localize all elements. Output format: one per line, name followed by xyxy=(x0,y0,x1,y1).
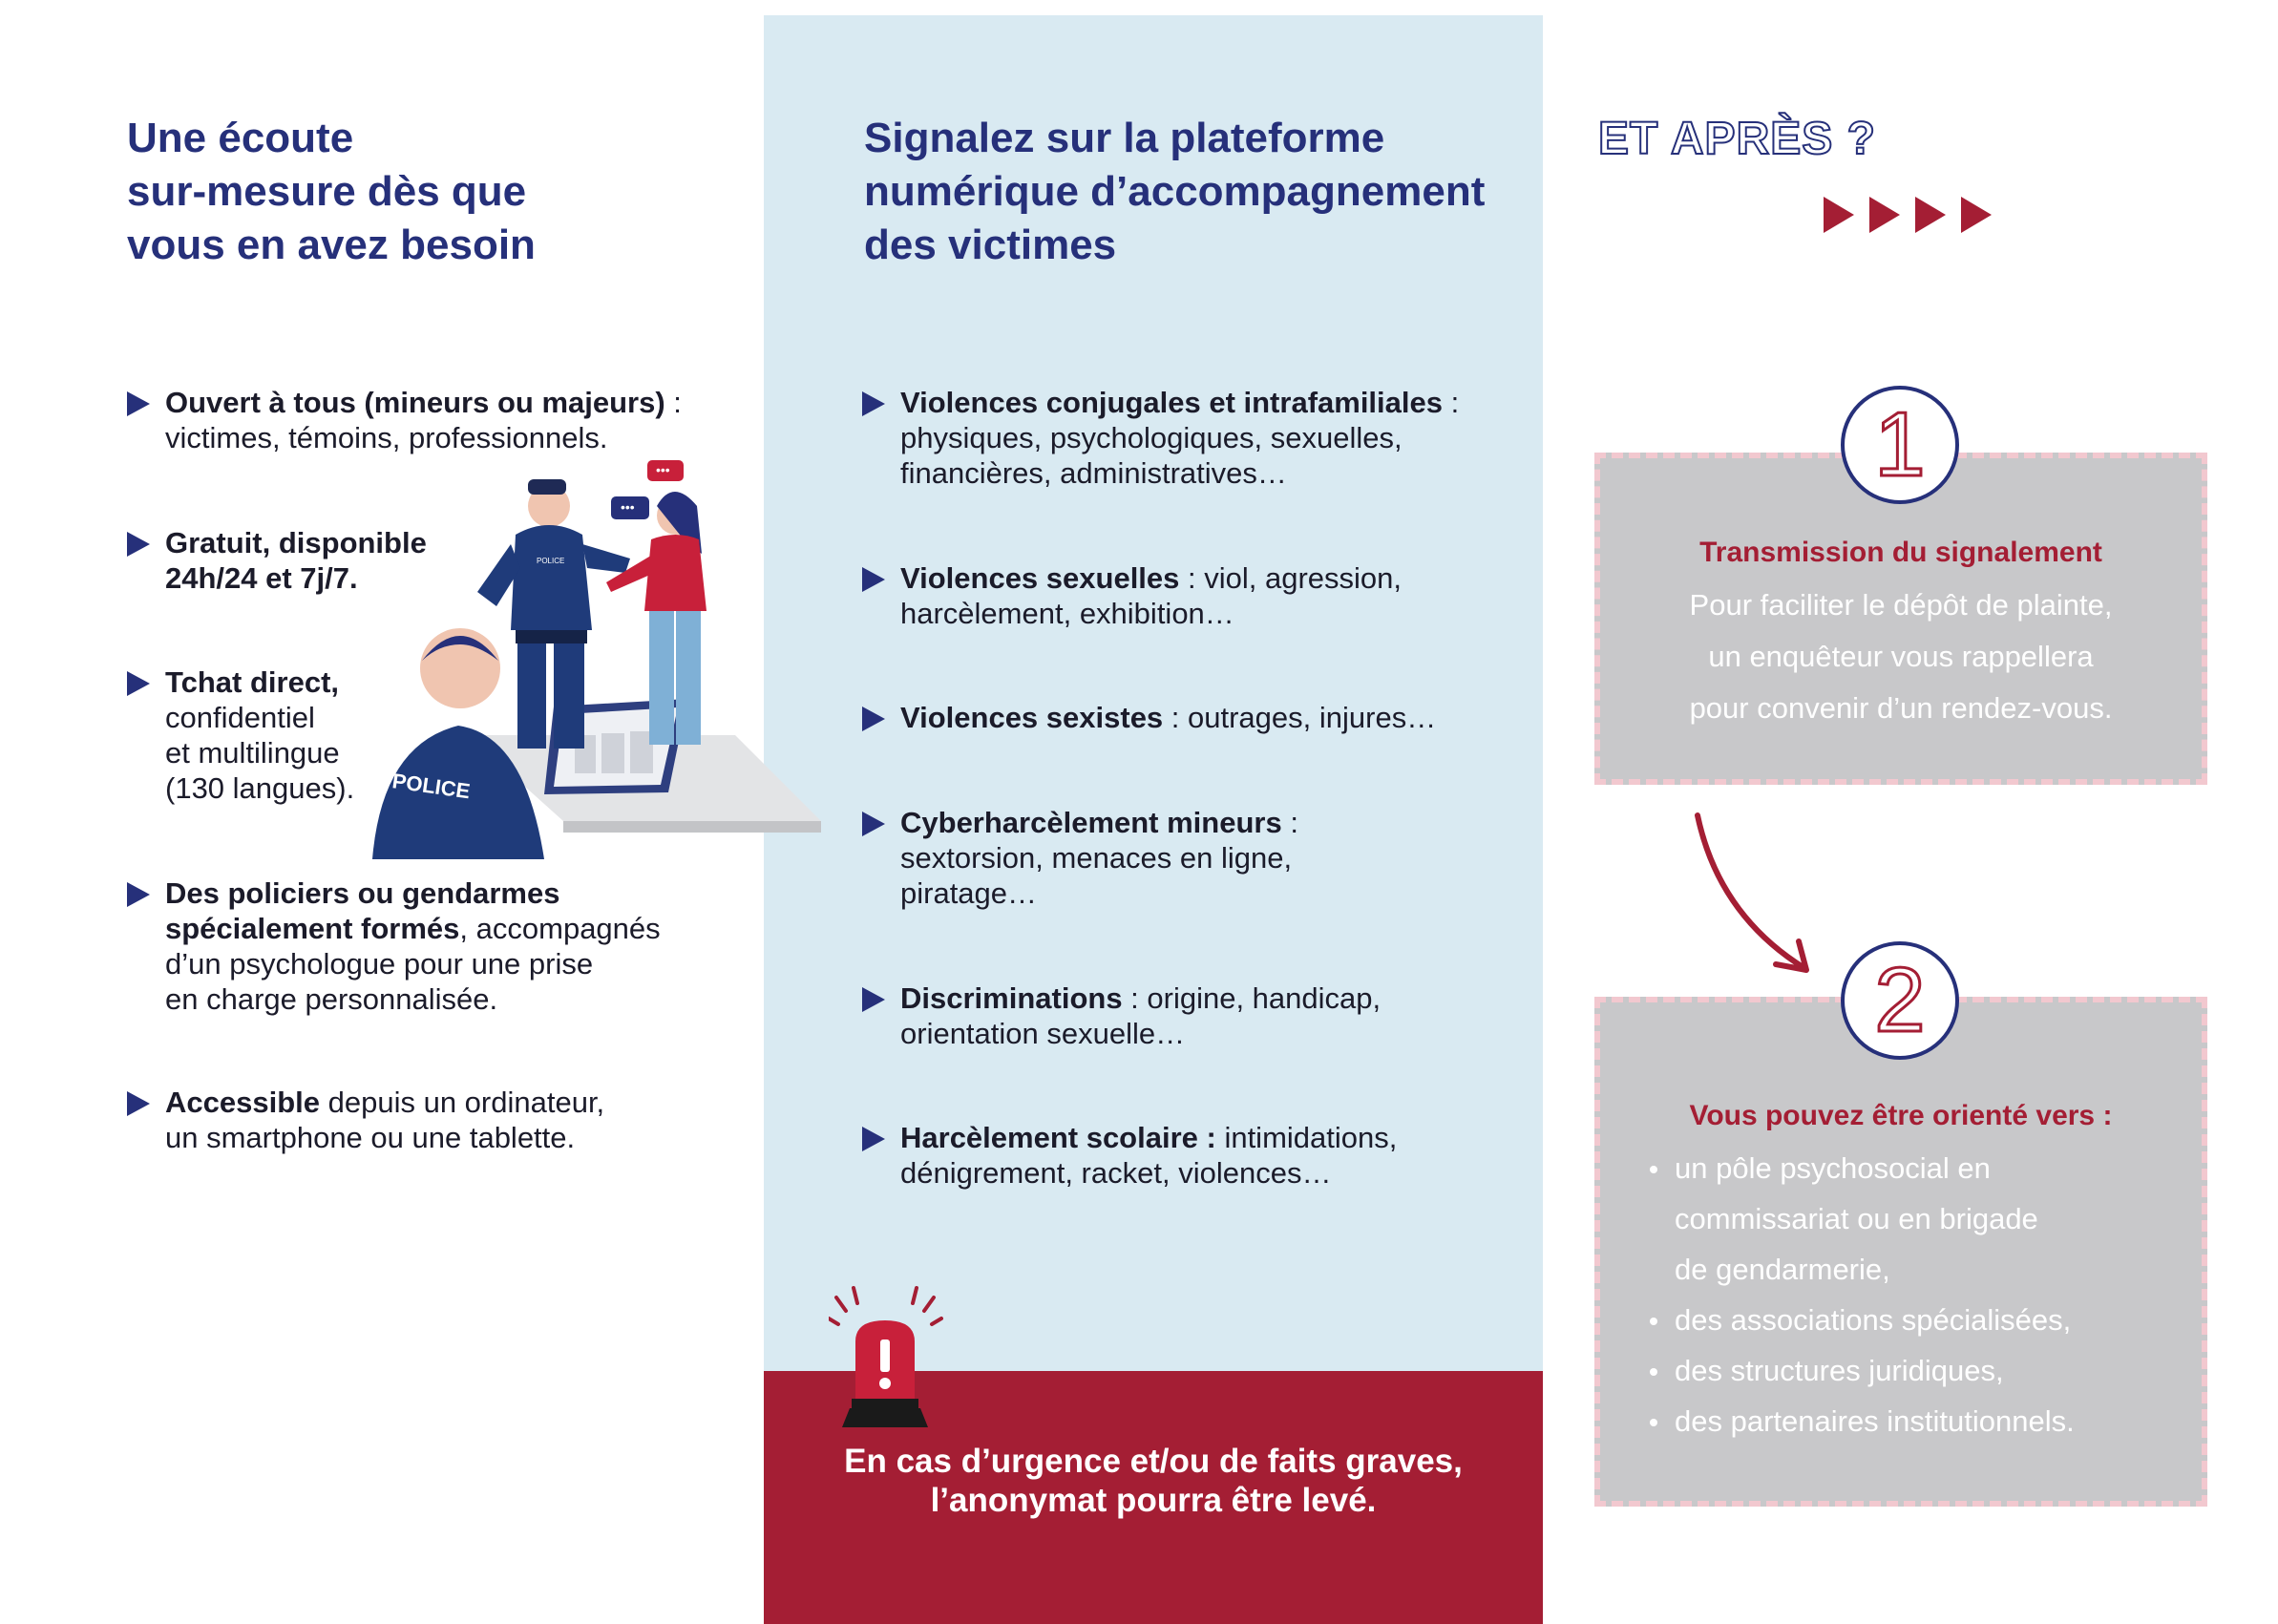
item-bold: Violences conjugales et intrafamiliales xyxy=(900,386,1443,419)
list-item xyxy=(127,1085,604,1155)
list-item xyxy=(862,981,1381,1051)
triangle-bullet-icon xyxy=(127,882,150,907)
step-2-number-icon xyxy=(1841,941,1959,1060)
et-apres-heading: ET APRÈS ? xyxy=(1598,114,1876,164)
item-bold: Violences sexistes xyxy=(900,701,1164,734)
list-item xyxy=(127,385,682,455)
item-text: : xyxy=(664,386,682,419)
triangle-bullet-icon xyxy=(862,567,885,592)
arrow-down-icon xyxy=(1680,810,1833,981)
step-text-line: pour convenir d’un rendez-vous. xyxy=(1689,691,2113,725)
item-bold: Tchat direct, xyxy=(165,665,340,699)
item-bold: Gratuit, disponible xyxy=(165,526,427,559)
step-1-title: Transmission du signalement xyxy=(1699,537,2102,568)
middle-heading xyxy=(864,112,1485,272)
item-text: (130 langues). xyxy=(165,771,355,805)
triangle-icon xyxy=(1915,197,1946,233)
item-bold: Ouvert à tous (mineurs ou majeurs) xyxy=(165,386,665,419)
triangle-arrows-icon xyxy=(1824,197,2007,238)
item-text: sextorsion, menaces en ligne, xyxy=(900,841,1293,875)
bullet-dot xyxy=(1650,1318,1657,1325)
triangle-bullet-icon xyxy=(127,671,150,696)
item-bold: 24h/24 et 7j/7. xyxy=(165,561,358,595)
item-text: financières, administratives… xyxy=(900,456,1287,490)
svg-text:POLICE: POLICE xyxy=(537,557,565,565)
item-bold: Des policiers ou gendarmes xyxy=(165,876,560,910)
item-bold: spécialement formés xyxy=(165,912,460,945)
left-heading-line: vous en avez besoin xyxy=(127,221,536,268)
step-text-line: un enquêteur vous rappellera xyxy=(1708,640,2094,673)
middle-heading-line: numérique d’accompagnement xyxy=(864,168,1486,215)
list-item xyxy=(862,1120,1397,1191)
list-item xyxy=(127,664,354,806)
middle-heading-line: Signalez sur la plateforme xyxy=(864,115,1385,161)
list-item-line: de gendarmerie, xyxy=(1675,1253,1890,1286)
list-item xyxy=(1648,1396,2075,1446)
item-text: un smartphone ou une tablette. xyxy=(165,1121,576,1154)
triangle-bullet-icon xyxy=(862,1127,885,1151)
list-item xyxy=(127,875,661,1017)
step-2-list xyxy=(1648,1143,2075,1446)
svg-text:•••: ••• xyxy=(621,499,635,515)
triangle-icon xyxy=(1869,197,1900,233)
svg-text:•••: ••• xyxy=(656,462,670,477)
item-text: depuis un ordinateur, xyxy=(320,1086,605,1119)
item-text: : viol, agression, xyxy=(1179,561,1403,595)
list-item-line: commissariat ou en brigade xyxy=(1675,1202,2038,1235)
item-text: en charge personnalisée. xyxy=(165,982,498,1016)
item-text: : origine, handicap, xyxy=(1122,981,1382,1015)
bullet-dot xyxy=(1650,1419,1657,1426)
urgence-line: En cas d’urgence et/ou de faits graves, xyxy=(844,1443,1463,1480)
item-text: harcèlement, exhibition… xyxy=(900,597,1234,630)
urgence-text xyxy=(764,1442,1543,1520)
step-text-line: Pour faciliter le dépôt de plainte, xyxy=(1689,588,2113,622)
left-heading-line: Une écoute xyxy=(127,115,354,161)
step-1-text xyxy=(1594,580,2207,734)
bullet-dot xyxy=(1650,1368,1657,1376)
item-bold: Cyberharcèlement mineurs xyxy=(900,806,1282,839)
item-text: physiques, psychologiques, sexuelles, xyxy=(900,421,1403,454)
middle-heading-line: des victimes xyxy=(864,221,1117,268)
police-illustration xyxy=(353,449,831,869)
triangle-icon xyxy=(1824,197,1854,233)
left-heading-line: sur-mesure dès que xyxy=(127,168,527,215)
triangle-bullet-icon xyxy=(127,532,150,557)
item-text: : outrages, injures… xyxy=(1163,701,1437,734)
item-text: : xyxy=(1281,806,1298,839)
step-1-number-icon xyxy=(1841,386,1959,504)
left-heading xyxy=(127,112,536,272)
item-text: d’un psychologue pour une prise xyxy=(165,947,594,981)
item-text: intimidations, xyxy=(1215,1121,1398,1154)
triangle-bullet-icon xyxy=(862,987,885,1012)
triangle-bullet-icon xyxy=(127,1091,150,1116)
item-text: piratage… xyxy=(900,876,1038,910)
item-text: : xyxy=(1443,386,1460,419)
urgence-line: l’anonymat pourra être levé. xyxy=(930,1482,1377,1519)
item-text: dénigrement, racket, violences… xyxy=(900,1156,1332,1190)
item-text: orientation sexuelle… xyxy=(900,1017,1186,1050)
police-badge-text: POLICE xyxy=(390,769,472,804)
item-bold: Harcèlement scolaire : xyxy=(900,1121,1216,1154)
item-text: confidentiel xyxy=(165,701,315,734)
list-item-line: des structures juridiques, xyxy=(1675,1354,2004,1387)
step-number: 2 xyxy=(1874,949,1926,1051)
triangle-bullet-icon xyxy=(862,707,885,731)
list-item-line: un pôle psychosocial en xyxy=(1675,1151,1991,1185)
triangle-icon xyxy=(1961,197,1992,233)
step-number: 1 xyxy=(1874,393,1926,496)
list-item xyxy=(862,805,1298,911)
item-bold: Accessible xyxy=(165,1086,320,1119)
list-item xyxy=(862,560,1402,631)
item-bold: Discriminations xyxy=(900,981,1123,1015)
siren-icon xyxy=(829,1284,943,1427)
list-item xyxy=(1648,1345,2075,1396)
triangle-bullet-icon xyxy=(862,812,885,836)
list-item xyxy=(1648,1143,2075,1295)
step-2-title: Vous pouvez être orienté vers : xyxy=(1689,1100,2113,1131)
triangle-bullet-icon xyxy=(862,391,885,416)
item-text: victimes, témoins, professionnels. xyxy=(165,421,608,454)
item-text: , accompagnés xyxy=(459,912,661,945)
list-item xyxy=(1648,1295,2075,1345)
list-item-line: des associations spécialisées, xyxy=(1675,1303,2072,1337)
triangle-bullet-icon xyxy=(127,391,150,416)
list-item xyxy=(862,700,1436,735)
item-bold: Violences sexuelles xyxy=(900,561,1180,595)
list-item-line: des partenaires institutionnels. xyxy=(1675,1404,2075,1438)
list-item xyxy=(862,385,1459,491)
bullet-dot xyxy=(1650,1166,1657,1173)
item-text: et multilingue xyxy=(165,736,340,770)
